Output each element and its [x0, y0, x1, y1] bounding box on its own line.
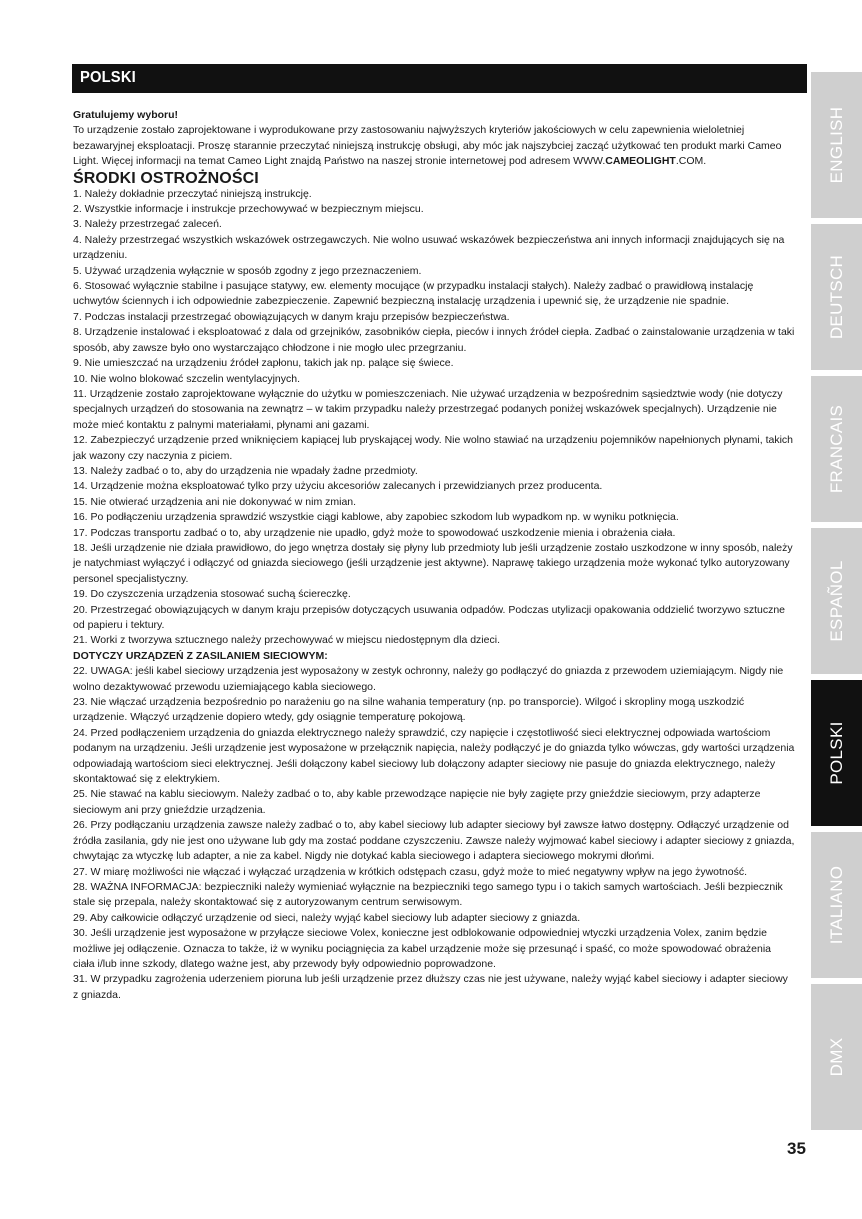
page-number: 35	[787, 1139, 806, 1158]
section-header-bar	[72, 64, 807, 93]
list-item: 22. UWAGA: jeśli kabel sieciowy urządzenia jest wyposażony w zestyk ochronny, należy go podłączyć do gniazda z przewodem uziemiającym. Nigdy nie wolno dezaktywować przewodu uziemiającego kabla sieciowego.	[73, 665, 784, 693]
intro-heading: Gratulujemy wyboru!	[73, 109, 179, 121]
tab-italiano-label: ITALIANO	[826, 865, 846, 945]
list-item: 4. Należy przestrzegać wszystkich wskazówek ostrzegawczych. Nie wolno usuwać wskazówek bezpieczeństwa ani innych informacji znajdujących się na urządzeniu.	[73, 233, 785, 262]
tab-english-label: ENGLISH	[826, 106, 846, 184]
tab-francais[interactable]	[811, 376, 862, 522]
list-item: 20. Przestrzegać obowiązujących w danym kraju przepisów dotyczących usuwania odpadów. Podczas utylizacji opakowania oddzielić tworzywo sztuczne od papieru i tektury.	[73, 603, 786, 631]
list-item: 11. Urządzenie zostało zaprojektowane wyłącznie do użytku w pomieszczeniach. Nie używać urządzenia w bezpośrednim sąsiedztwie wody (nie dotyczy specjalnych urządzeń do stosowania na zewnątrz – w takim przypadku należy przestrzegać podanych poniżej wskazówek specjalnych). Urządzenie nie może mieć kontaktu z palnymi materiałami, płynami ani gazami.	[73, 387, 783, 431]
list-item: 28. WAŻNA INFORMACJA: bezpieczniki należy wymieniać wyłącznie na bezpieczniki tego samego typu i o takich samych wartościach. Jeśli bezpiecznik stale się przepala, należy skontaktować się z autoryzowanym centrum serwisowym.	[73, 880, 783, 909]
power-title: DOTYCZY URZĄDZEŃ Z ZASILANIEM SIECIOWYM:	[73, 649, 328, 662]
list-item: 13. Należy zadbać o to, aby do urządzenia nie wpadały żadne przedmioty.	[73, 464, 418, 477]
main-content	[73, 108, 795, 1003]
tab-espanol[interactable]	[811, 528, 862, 674]
language-tabs	[811, 72, 862, 1136]
list-item: 6. Stosować wyłącznie stabilne i pasujące statywy, ew. elementy mocujące (w przypadku instalacji stałych). Należy zadbać o prawidłową instalację uchwytów ściennych i ich odpowiednie zabezpieczenie. Zapewnić bezpieczną instalację urządzenia i upewnić się, że urządzenie nie spadnie.	[73, 280, 754, 308]
tab-francais-label: FRANCAIS	[826, 404, 846, 494]
intro-paragraph	[73, 123, 795, 169]
list-item: 23. Nie włączać urządzenia bezpośrednio po narażeniu go na silne wahania temperatury (np. po transporcie). Wilgoć i skropliny mogą uszkodzić urządzenie. Włączyć urządzenie dopiero wtedy, gdy osiągnie temperaturę pokojową.	[73, 696, 745, 724]
brand-name: CAMEOLIGHT	[605, 155, 676, 168]
safety-title: ŚRODKI OSTROŻNOŚCI	[73, 169, 259, 187]
tab-italiano[interactable]	[811, 832, 862, 978]
tab-espanol-label: ESPAÑOL	[826, 560, 846, 642]
tab-dmx[interactable]	[811, 984, 862, 1130]
list-item: 26. Przy podłączaniu urządzenia zawsze należy zadbać o to, aby kabel sieciowy lub adapter sieciowy był zawsze łatwo dostępny. Odłączyć urządzenie od źródła zasilania, gdy nie jest ono używane lub gdy ma zostać poddane czyszczeniu. Zawsze należy wyjmować kabel sieciowy i adapter sieciowy z gniazda, chwytając za wtyczkę lub adapter, a nie za kabel. Nigdy nie dotykać kabla sieciowego i adaptera sieciowego mokrymi dłońmi.	[73, 819, 795, 863]
list-item: 25. Nie stawać na kablu sieciowym. Należy zadbać o to, aby kable przewodzące napięcie nie były zagięte przy gnieździe sieciowym, przy adapterze sieciowym ani przy gnieździe urządzenia.	[73, 788, 761, 816]
tab-deutsch-label: DEUTSCH	[826, 254, 846, 340]
list-item: 14. Urządzenie można eksploatować tylko przy użyciu akcesoriów zalecanych i przewidzianych przez producenta.	[73, 480, 603, 493]
list-item: 18. Jeśli urządzenie nie działa prawidłowo, do jego wnętrza dostały się płyny lub przedmioty lub jeśli urządzenie zostało uszkodzone w inny sposób, należy je natychmiast wyłączyć i odłączyć od gniazda sieciowego (jeśli urządzenie jest aktywne). Naprawę takiego urządzenia może wykonać tylko autoryzowany personel specjalistyczny.	[73, 541, 793, 585]
tab-polski-label: POLSKI	[826, 721, 846, 785]
list-item: 30. Jeśli urządzenie jest wyposażone w przyłącze sieciowe Volex, konieczne jest odblokowanie odpowiedniej wtyczki urządzenia Volex, zanim będzie możliwe jej odłączenie. Oznacza to także, iż w wyniku pociągnięcia za kabel urządzenie może się przesunąć i spaść, co może spowodować obrażenia ciała i/lub inne szkody, dlatego ważne jest, aby przewody były odpowiednio poprowadzone.	[73, 927, 772, 970]
list-item: 29. Aby całkowicie odłączyć urządzenie od sieci, należy wyjąć kabel sieciowy lub adapter sieciowy z gniazda.	[73, 911, 581, 924]
list-item: 19. Do czyszczenia urządzenia stosować suchą ściereczkę.	[73, 588, 351, 601]
list-item: 1. Należy dokładnie przeczytać niniejszą instrukcję.	[73, 187, 312, 200]
list-item: 15. Nie otwierać urządzenia ani nie dokonywać w nim zmian.	[73, 495, 357, 508]
list-item: 21. Worki z tworzywa sztucznego należy przechowywać w miejscu niedostępnym dla dzieci.	[73, 634, 500, 647]
list-item: 8. Urządzenie instalować i eksploatować z dala od grzejników, zasobników ciepła, pieców i innych źródeł ciepła. Zadbać o zainstalowanie urządzenia w taki sposób, aby zawsze było ono wystarczająco chłodzone i nie mogło ulec przegrzaniu.	[73, 326, 795, 354]
list-item: 27. W miarę możliwości nie włączać i wyłączać urządzenia w krótkich odstępach czasu, gdyż może to mieć negatywny wpływ na jego żywotność.	[73, 865, 748, 878]
list-item: 10. Nie wolno blokować szczelin wentylacyjnych.	[73, 372, 301, 385]
section-header-title: POLSKI	[80, 69, 136, 86]
list-item: 3. Należy przestrzegać zaleceń.	[73, 218, 222, 231]
list-item: 17. Podczas transportu zadbać o to, aby urządzenie nie upadło, gdyż może to spowodować uszkodzenie mienia i obrażenia ciała.	[73, 526, 676, 539]
tab-deutsch[interactable]	[811, 224, 862, 370]
tab-english[interactable]	[811, 72, 862, 218]
intro-text-end: .COM.	[675, 155, 707, 168]
list-item: 24. Przed podłączeniem urządzenia do gniazda elektrycznego należy sprawdzić, czy napięcie i częstotliwość sieci elektrycznej odpowiada wartościom podanym na urządzeniu. Jeśli urządzenie jest wyposażone w przełącznik napięcia, należy podłączyć je do gniazda tylko wówczas, gdy wartości urządzenia odpowiadają wartościom sieci elektrycznej. Jeśli dołączony kabel sieciowy lub dołączony adapter sieciowy nie pasuje do gniazda elektrycznego, należy skontaktować się z elektrykiem.	[73, 726, 795, 786]
tab-dmx-label: DMX	[826, 1037, 846, 1077]
list-item: 7. Podczas instalacji przestrzegać obowiązujących w danym kraju przepisów bezpieczeństwa.	[73, 310, 510, 323]
list-item: 16. Po podłączeniu urządzenia sprawdzić wszystkie ciągi kablowe, aby zapobiec szkodom lub wypadkom np. w wyniku potknięcia.	[73, 511, 679, 524]
list-item: 12. Zabezpieczyć urządzenie przed wniknięciem kapiącej lub pryskającej wody. Nie wolno stawiać na urządzeniu pojemników napełnionych płynami, takich jak wazony czy naczynia z piciem.	[73, 434, 794, 462]
list-item: 31. W przypadku zagrożenia uderzeniem pioruna lub jeśli urządzenie przez dłuższy czas nie jest używane, należy wyjąć kabel sieciowy i adapter sieciowy z gniazda.	[73, 973, 788, 1001]
list-item: 9. Nie umieszczać na urządzeniu źródeł zapłonu, takich jak np. palące się świece.	[73, 357, 454, 370]
intro-text: To urządzenie zostało zaprojektowane i wyprodukowane przy zastosowaniu najwyższych kryteriów jakościowych w celu zapewnienia wieloletniej bezawaryjnej eksploatacji. Proszę starannie przeczytać niniejszą instrukcję obsługi, aby móc jak najszybciej zacząć użytkować ten produkt marki Cameo Light. Więcej informacji na temat Cameo Light znajdą Państwo na naszej stronie internetowej pod adresem WWW.	[73, 124, 782, 168]
tab-polski[interactable]	[811, 680, 862, 826]
list-item: 2. Wszystkie informacje i instrukcje przechowywać w bezpiecznym miejscu.	[73, 203, 424, 216]
list-item: 5. Używać urządzenia wyłącznie w sposób zgodny z jego przeznaczeniem.	[73, 264, 422, 277]
